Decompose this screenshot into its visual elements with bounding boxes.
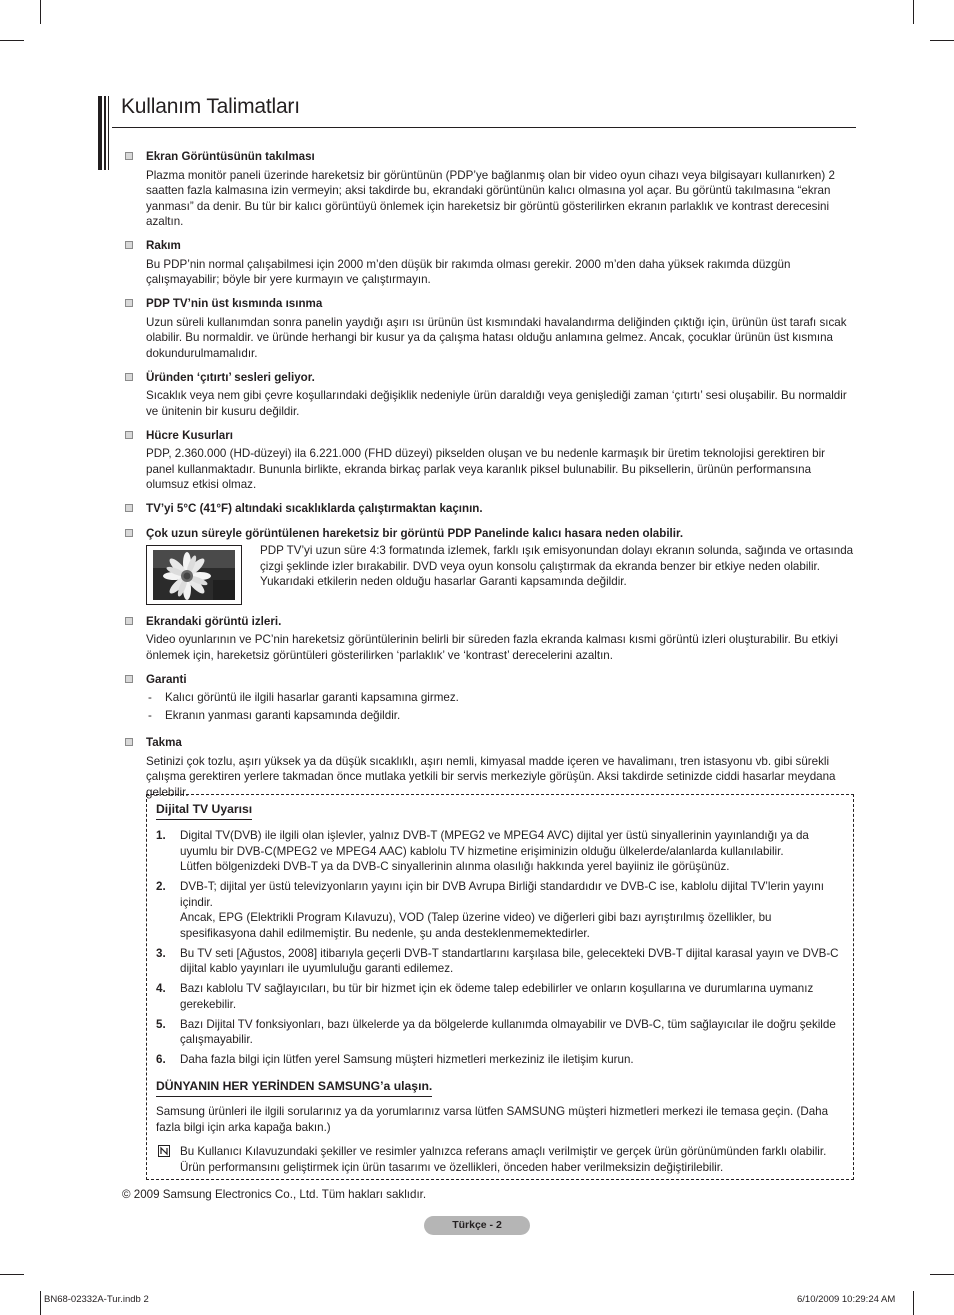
- section-body: Bu PDP’nin normal çalışabilmesi için 2000 m’den düşük bir rakımda olması gerekir. 2000 m’den daha yüksek rakımda düzgün çalışmayabilir; böyle bir yere kurmayın ve çalıştırmayın.: [146, 257, 791, 286]
- section-body: Uzun süreli kullanımdan sonra panelin yaydığı aşırı ısı ürünün üst kısmındaki havalandırma deliğinden çıktığı için, ürünün üst tarafı sıcak olabilir. Bu normaldir. ve üründe herhangi bir kusur ya da çalışma hatası olduğu anlamına gelmez. Ancak, çocuklar ürünün üst kısmına dokundurulmamalıdır.: [146, 315, 847, 360]
- item-number: 4.: [156, 982, 166, 995]
- square-bullet-icon: [124, 616, 133, 625]
- square-bullet-icon: [124, 737, 133, 746]
- flower-image: [146, 545, 242, 605]
- digital-tv-notice-box: [146, 794, 854, 1180]
- section-image-traces: [122, 614, 856, 664]
- copyright: © 2009 Samsung Electronics Co., Ltd. Tüm hakları saklıdır.: [122, 1188, 427, 1201]
- section-screen-burn: [122, 149, 856, 230]
- item-text: DVB-T; dijital yer üstü televizyonların yayını için bir DVB Avrupa Birliği standardıdır ve DVB-C ise, kablolu dijital TV’lerin yayını içindir.: [180, 880, 824, 909]
- crop-mark: [0, 40, 24, 41]
- crop-mark: [40, 0, 41, 24]
- digital-tv-list: [156, 828, 846, 1072]
- list-item: [156, 879, 846, 941]
- square-bullet-icon: [124, 503, 133, 512]
- item-text: Digital TV(DVB) ile ilgili olan işlevler, yalnız DVB-T (MPEG2 ve MPEG4 AVC) dijital yer üstü sinyallerinin yayınlandığı ya da uyumlu bir DVB-C(MPEG2 ve MPEG4 AAC) kablolu TV hizmetine erişiminizin olduğu ülkelerde/alanlarda kullanılabilir.: [180, 829, 809, 858]
- square-bullet-icon: [124, 298, 133, 307]
- item-text: Lütfen bölgenizdeki DVB-T ya da DVB-C sinyallerinin alınma olasılığı hakkında yerel bayiiniz ile görüşünüz.: [180, 860, 730, 873]
- section-body: Plazma monitör paneli üzerinde hareketsiz bir görüntünün (PDP’ye bağlanmış olan bir video oyun cihazı veya bilgisayarı kullanırken) 2 saatten fazla kalmasına izin vermeyin; aksi takdirde bu, ekrandaki görüntünün kalıcı olmasına yol açar. Bu görüntü takılmasına “ekran yanması” da denir. Bu tür bir kalıcı görüntüyü önlemek için hareketsiz bir görüntü gösterilirken ekranın parlaklık ve kontrast derecesini azaltın.: [146, 168, 835, 228]
- section-body: Sıcaklık veya nem gibi çevre koşullarındaki değişiklik nedeniyle ürün daraldığı veya genişlediği zaman ‘çıtırtı’ sesi oluşabilir. Bu normaldir ve ünitenin bir kusuru değildir.: [146, 389, 847, 418]
- contact-body: Samsung ürünleri ile ilgili sorularınız ya da yorumlarınız varsa lütfen SAMSUNG müşteri hizmetleri merkezi ile temasa geçin. (Daha fazla bilgi için arka kapağa bakın.): [156, 1105, 829, 1134]
- section-low-temperature: [122, 501, 856, 517]
- file-info: BN68-02332A-Tur.indb 2: [44, 1294, 149, 1305]
- title-rule: [112, 127, 856, 128]
- section-heading: Rakım: [146, 239, 181, 252]
- section-installation: [122, 735, 856, 800]
- section-heading: Ekran Görüntüsünün takılması: [146, 150, 315, 163]
- item-text: Bu TV seti [Ağustos, 2008] itibarıyla geçerli DVB-T standartlarını karşılasa bile, gelecekteki DVB-T dijital karasal yayın ve DVB-C dijital kablo yayınları ile uyumluluğu garanti edilemez.: [180, 946, 839, 975]
- list-item: - Ekranın yanması garanti kapsamında değildir.: [146, 708, 856, 724]
- section-warranty: [122, 672, 856, 724]
- section-body: PDP, 2.360.000 (HD-düzeyi) ila 6.221.000 (FHD düzeyi) pikselden oluşan ve bu nedenle karmaşık bir üretim teknolojisi gerektiren bir panel kullanmaktadır. Bununla birlikte, ekranda birkaç parlak veya karanlık piksel bulunabilir. Bu piksellerin, ürünün performansına olumsuz etkisi olmaz.: [146, 447, 826, 491]
- page-number-badge: Türkçe - 2: [424, 1216, 530, 1235]
- section-body: Video oyunlarının ve PC’nin hareketsiz görüntülerinin belirli bir süreden fazla ekranda kalması kısmi görüntü izleri oluşturabilir. Bu etkiyi önlemek için, hareketsiz görüntüleri gösterilirken ‘parlaklık’ ve ‘kontrast’ derecelerini azaltın.: [146, 633, 838, 662]
- page-title: Kullanım Talimatları: [121, 95, 300, 118]
- crop-mark: [40, 1291, 41, 1315]
- section-heading: Garanti: [146, 672, 187, 686]
- note-text: Bu Kullanıcı Kılavuzundaki şekiller ve resimler yalnızca referans amaçlı verilmiştir ve gerçek ürün görünümünden farklı olabilir. Ürün performansını geliştirmek için ürün tasarımı ve özellikleri, önceden haber verilmeksizin değiştirilebilir.: [180, 1145, 827, 1174]
- item-text: Bazı kablolu TV sağlayıcıları, bu tür bir hizmet için ek ödeme talep edebilirler ve onların koşullarına ve durumlarına uymanız gerekebilir.: [180, 982, 814, 1011]
- square-bullet-icon: [124, 372, 133, 381]
- section-body: Setinizi çok tozlu, aşırı yüksek ya da düşük sıcaklıklı, aşırı nemli, kimyasal madde içeren ve havalimanı, tren istasyonu vb. gibi sürekli çalışma gerektiren yerlere takmadan önce mutlaka yetkili bir servis merkeziyle görüşün. Aksi takdirde setinizde ciddi hasarlar meydana gelebilir.: [146, 754, 836, 799]
- list-item: [156, 946, 846, 977]
- image-with-text: [146, 543, 856, 605]
- item-number: 6.: [156, 1053, 166, 1066]
- section-top-heat: [122, 296, 856, 361]
- section-still-image-damage: [122, 526, 856, 606]
- item-number: 5.: [156, 1017, 166, 1031]
- section-heading: Çok uzun süreyle görüntülenen hareketsiz bir görüntü PDP Panelinde kalıcı hasara neden olabilir.: [146, 526, 684, 540]
- section-heading: Hücre Kusurları: [146, 428, 233, 442]
- section-cell-defects: [122, 428, 856, 493]
- note-icon: [158, 1145, 170, 1157]
- section-altitude: [122, 238, 856, 288]
- item-number: 2.: [156, 880, 166, 893]
- square-bullet-icon: [124, 240, 133, 249]
- item-text: Daha fazla bilgi için lütfen yerel Samsung müşteri hizmetleri merkeziniz ile iletişim kurun.: [180, 1053, 634, 1066]
- print-timestamp: 6/10/2009 10:29:24 AM: [797, 1294, 896, 1305]
- section-crackling: [122, 370, 856, 420]
- section-body: PDP TV’yi uzun süre 4:3 formatında izlemek, farklı ışık emisyonundan dolayı ekranın solunda, sağında ve ortasında çizgi şeklinde izler bırakabilir. DVD veya oyun konsolu çalıştırmak da ekranda benzer bir etkiye neden olabilir. Yukarıdaki etkilerin neden olduğu hasarlar Garanti kapsamında değildir.: [260, 544, 854, 588]
- item-text: Bazı Dijital TV fonksiyonları, bazı ülkelerde ya da bölgelerde kullanımda olmayabilir ve DVB-C, tüm sağlayıcılar ile doğru şekilde çalışmayabilir.: [180, 1017, 836, 1046]
- item-number: 1.: [156, 829, 166, 842]
- section-heading: Üründen ‘çıtırtı’ sesleri geliyor.: [146, 370, 315, 384]
- list-item: [156, 1017, 846, 1048]
- crop-mark: [930, 1274, 954, 1275]
- section-heading: Ekrandaki görüntü izleri.: [146, 614, 282, 628]
- crop-mark: [930, 40, 954, 41]
- crop-mark: [913, 0, 914, 24]
- title-decoration: [98, 96, 110, 170]
- crop-mark: [913, 1291, 914, 1315]
- list-item: - Kalıcı görüntü ile ilgili hasarlar garanti kapsamına girmez.: [146, 690, 856, 706]
- item-number: 3.: [156, 946, 166, 960]
- square-bullet-icon: [124, 151, 133, 160]
- square-bullet-icon: [124, 430, 133, 439]
- section-heading: TV’yi 5°C (41°F) altındaki sıcaklıklarda çalıştırmaktan kaçının.: [146, 502, 483, 515]
- list-item: [156, 981, 846, 1012]
- warranty-list: [146, 690, 856, 723]
- list-item: [156, 828, 846, 875]
- instructions-content: [122, 149, 856, 809]
- box-title: Dijital TV Uyarısı: [156, 802, 252, 820]
- item-text: Ancak, EPG (Elektrikli Program Kılavuzu), VOD (Talep üzerine video) ve diğerleri gibi bazı ayrıştırılmış özellikler, bu spesifikasyona dahil edilmemiştir. Bu nedenle, şu anda desteklenmemektedirler.: [180, 911, 772, 940]
- square-bullet-icon: [124, 528, 133, 537]
- contact-title: DÜNYANIN HER YERİNDEN SAMSUNG’a ulaşın.: [156, 1079, 432, 1097]
- crop-mark: [0, 1274, 24, 1275]
- list-item: [156, 1052, 846, 1068]
- section-heading: PDP TV’nin üst kısmında ısınma: [146, 297, 323, 310]
- note: [156, 1144, 846, 1175]
- section-heading: Takma: [146, 736, 182, 749]
- square-bullet-icon: [124, 674, 133, 683]
